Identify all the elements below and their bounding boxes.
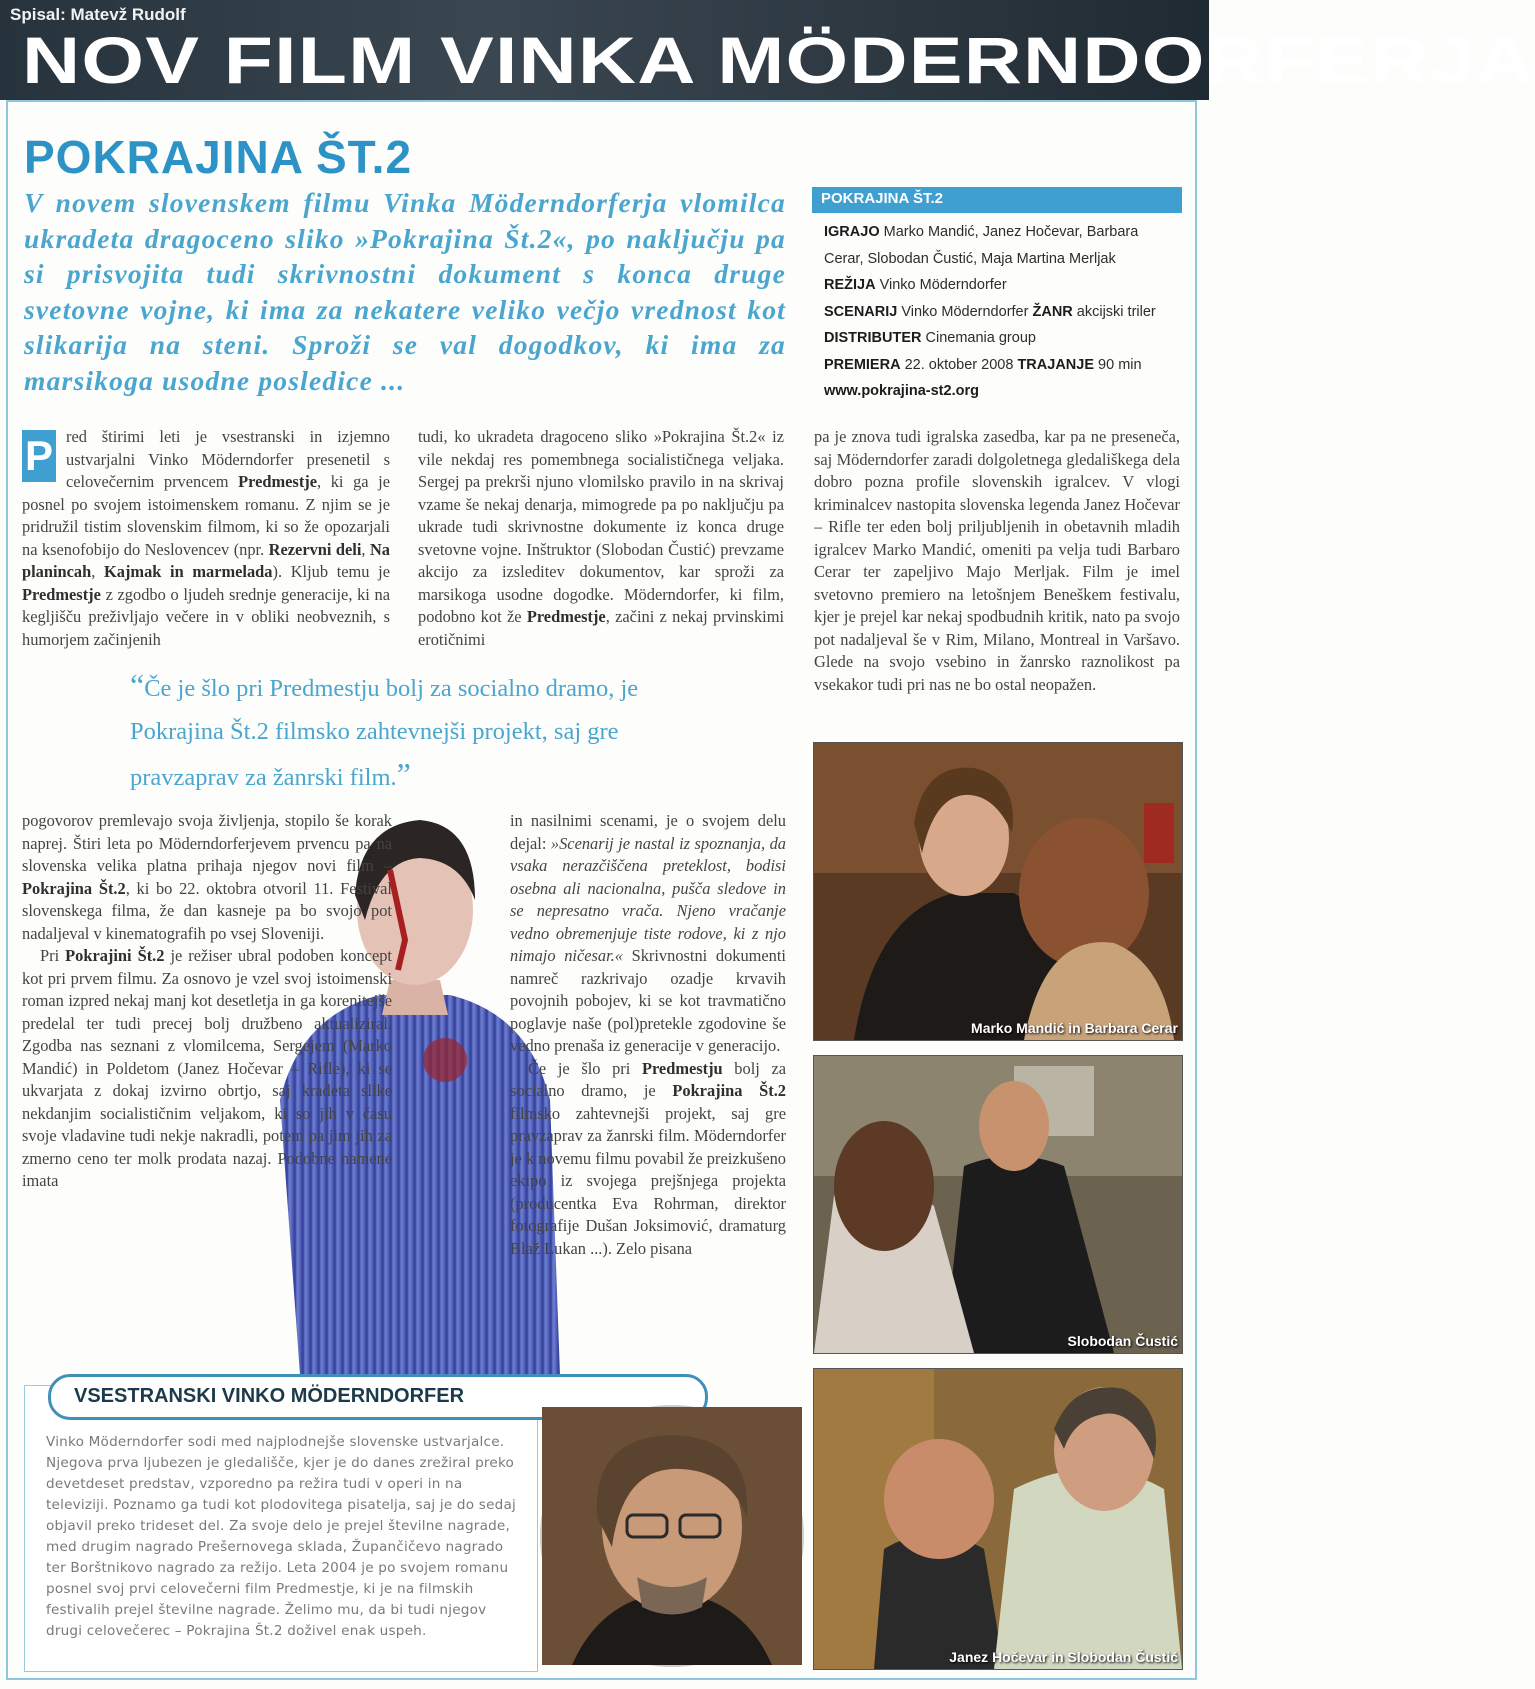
byline: Spisal: Matevž Rudolf xyxy=(10,5,186,24)
bio-text: Vinko Möderndorfer sodi med najplodnejše slovenske ustvarjalce. Njegova prva ljubezen je gledališče, kjer je do danes zrežiral preko devetdeset predstav, vzporedno pa režira tudi v operi in na televiziji. Poznamo ga tudi kot plodovitega pisatelja, saj je do sedaj objavil preko trideset del. Za svoje delo je prejel številne nagrade, med drugim nagrado Prešernovega sklada, Župančičevo nagrado ter Borštnikovo nagrado za režijo. Leta 2004 je po svojem romanu posnel svoj prvi celovečerni film Predmestje, ki je na filmskih festivalih prejel številne nagrade. Želimo mu, da bi tudi njegov drugi celovečerec – Pokrajina Št.2 doživel enak uspeh. xyxy=(46,1434,516,1639)
film-still-3 xyxy=(813,1368,1183,1670)
photo-caption-2: Slobodan Čustić xyxy=(1067,1333,1178,1349)
section-title: POKRAJINA ŠT.2 xyxy=(24,131,413,183)
quote-open-mark: “ xyxy=(130,667,145,703)
info-director: REŽIJA Vinko Möderndorfer xyxy=(824,277,1007,293)
info-cast: IGRAJO Marko Mandić, Janez Hočevar, Barbara Cerar, Slobodan Čustić, Maja Martina Merljak xyxy=(824,224,1139,267)
photo-caption-1: Marko Mandić in Barbara Cerar xyxy=(971,1020,1178,1036)
info-box-title: POKRAJINA ŠT.2 xyxy=(812,187,1182,213)
body-column-3: pa je znova tudi igralska zasedba, kar pa ne preseneča, saj Möderndorfer zaradi dolgoletnega gledališkega dela dobro pozna profile slovenskih igralcev. V vlogi kriminalcev nastopita slovenska legenda Janez Hočevar – Rifle ter eden bolj priljubljenih in obetavnih mladih igralcev Marko Mandić, omeniti pa velja tudi Barbaro Cerar ter zapeljivo Majo Merljak. Film je imel svetovno premiero na letošnjem Beneškem festivalu, kjer je prejel kar nekaj spodbudnih kritik, nato pa svojo pot nadaljeval še v Rim, Milano, Montreal in Varšavo. Glede na svojo vsebino in žanrsko raznolikost pa vsekakor tudi pri nas ne bo ostal neopažen. xyxy=(814,427,1180,694)
director-portrait xyxy=(540,1405,804,1667)
info-premiere: PREMIERA 22. oktober 2008 TRAJANJE 90 min xyxy=(824,356,1142,373)
photo-caption-3: Janez Hočevar in Slobodan Čustić xyxy=(949,1649,1178,1665)
quote-close-mark: ” xyxy=(396,756,411,792)
bio-title: VSESTRANSKI VINKO MÖDERNDORFER xyxy=(74,1385,465,1407)
body-column-2: tudi, ko ukradeta dragoceno sliko »Pokrajina Št.2« iz vile nekdaj res pomembnega socialističnega veljaka. Sergej pa prekrši njuno vlomilsko pravilo in na skrivaj vzame še nekaj denarja, mimogrede pa po naključju pa ukrade tudi skrivnostne dokumente iz konca druge svetovne vojne. Inštruktor (Slobodan Čustić) prevzame akcijo za izsleditev dokumentov, kar sproži za marsikoga usodne dogodke. Möderndorfer, ki film, podobno kot že Predmestje, začini z nekaj prvinskimi erotičnimi xyxy=(418,427,784,649)
info-website[interactable]: www.pokrajina-st2.org xyxy=(824,383,979,399)
film-still-2 xyxy=(813,1055,1183,1354)
film-info-box xyxy=(812,187,1182,411)
info-script-genre: SCENARIJ Vinko Möderndorfer ŽANR akcijski triler xyxy=(824,303,1156,320)
info-box-body xyxy=(812,213,1182,411)
drop-cap: P xyxy=(22,430,56,482)
film-still-1 xyxy=(813,742,1183,1041)
body-column-1: P red štirimi leti je vsestranski in izjemno ustvarjalni Vinko Möderndorfer presenetil s celovečernim prvencem Predmestje, ki ga je posnel po svojem istoimenskem romanu. Z njim se je pridružil tistim slovenskim filmom, ki so že opozarjali na ksenofobijo do Neslovencev (npr. Rezervni deli, Na planincah, Kajmak in marmelada). Kljub temu je Predmestje z zgodbo o ljudeh srednje generacije, ki na kegljišču preživljajo večere in v obliki neobveznih, s humorjem začinjenih xyxy=(22,427,390,649)
body-column-4: pogovorov premlevajo svoja življenja, stopilo še korak naprej. Štiri leta po Möderndorferjevem prvencu pa na slovenska velika platna prihaja njegov novi film – Pokrajina Št.2, ki bo 22. oktobra otvoril 11. Festival slovenskega filma, že dan kasneje pa bo svojo pot nadaljeval v kinematografih po vsej Sloveniji. Pri Pokrajini Št.2 je režiser ubral podoben koncept kot pri prvem filmu. Za osnovo je vzel svoj istoimenski roman izpred nekaj manj kot desetletja in ga korenitejše predelal ter tudi precej bolj družbeno aktualiziral. Zgodba nas seznani z vlomilcema, Sergejem (Marko Mandić) in Poldetom (Janez Hočevar – Rifle), ki se ukvarjata z dokaj izvirno obrtjo, saj kradeta slike nekdanjim socialističnim veljakom, ki so jih v času svoje vladavine tudi nekje nakradli, potem pa jim jih za zmerno ceno ter molk prodata nazaj. Podobne namene imata xyxy=(22,811,392,1190)
body-column-5: in nasilnimi scenami, je o svojem delu dejal: »Scenarij je nastal iz spoznanja, da vsaka nerazčiščena preteklost, bodisi osebna ali nacionalna, pušča sledove in se nepresatno vrača. Njeno vračanje vedno obremenjuje tiste rodove, ki z njo nimajo ničesar.« Skrivnostni dokumenti namreč razkrivajo ozadje krvavih povojnih pobojev, ki se kot travmatično poglavje naše (pol)pretekle zgodovine še vedno prenaša iz generacije v generacijo. Če je šlo pri Predmestju bolj za socialno dramo, je Pokrajina Št.2 filmsko zahtevnejši projekt, saj gre pravzaprav za žanrski film. Möderndorfer je k novemu filmu povabil že preizkušeno ekipo iz svojega prejšnjega projekta (producentka Eva Rohrman, direktor fotografije Dušan Joksimović, dramaturg Blaž Lukan ...). Zelo pisana xyxy=(510,811,786,1258)
lead-paragraph: V novem slovenskem filmu Vinka Möderndorferja vlomilca ukradeta dragoceno sliko »Pokrajina Št.2«, po naključju pa si prisvojita tudi skrivnostni dokument s konca druge svetovne vojne, ki ima za nekatere veliko večjo vrednost kot slikarija na steni. Sproži se val dogodkov, ki ima za marsikoga usodne posledice ... xyxy=(24,187,786,396)
headline: NOV FILM VINKA MÖDERNDORFERJA xyxy=(22,23,1535,97)
pull-quote-text: Če je šlo pri Predmestju bolj za socialno dramo, je Pokrajina Št.2 filmsko zahtevnejši projekt, saj gre pravzaprav za žanrski film. xyxy=(130,675,639,791)
pull-quote xyxy=(130,664,730,799)
info-distributor: DISTRIBUTER Cinemania group xyxy=(824,330,1036,346)
